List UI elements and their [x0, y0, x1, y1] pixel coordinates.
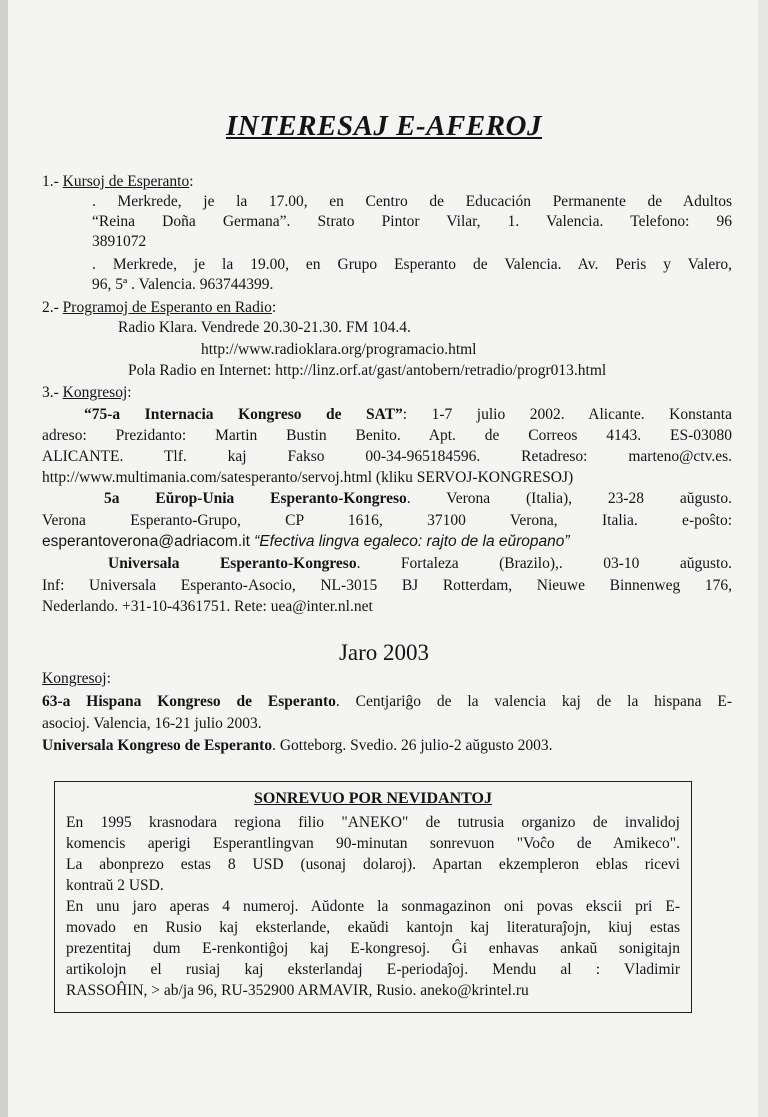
universal-congress-2003-details: . Gotteborg. Svedio. 26 julio-2 aŭgusto 2003. — [272, 737, 553, 754]
sat-congress-details: : 1-7 julio 2002. Alicante. Konstanta — [402, 406, 732, 423]
section-heading: Kongresoj — [62, 384, 128, 401]
page-right-edge — [758, 0, 768, 1117]
pola-radio-text: Pola Radio en Internet: http://linz.orf.at/gast/antobern/retradio/progr013.html — [128, 362, 607, 379]
box-line-8: artikolojn el rusiaj kaj eksterlandaj E-periodaĵoj. Mendu al : Vladimir — [66, 961, 680, 978]
sat-congress-line-3: ALICANTE. Tlf. kaj Fakso 00-34-965184596. Retadreso: marteno@ctv.es. — [42, 448, 732, 465]
universal-congress-line-2: Inf: Universala Esperanto-Asocio, NL-3015 BJ Rotterdam, Nieuwe Binnenweg 176, — [42, 577, 732, 594]
euro-congress-motto: “Efectiva lingva egaleco: rajto de la eŭropano” — [249, 533, 570, 550]
kongresoj-label — [42, 669, 111, 689]
universal-congress-line-1 — [108, 554, 732, 574]
euro-congress-line-1 — [104, 489, 732, 509]
section-number: 3.- — [42, 384, 59, 401]
hispana-congress-line-2: asocioj. Valencia, 16-21 julio 2003. — [42, 715, 262, 732]
course-2-line-1: . Merkrede, je la 19.00, en Grupo Esperanto de Valencia. Av. Peris y Valero, — [92, 256, 732, 273]
radio-klara-url: http://www.radioklara.org/programacio.html — [201, 341, 477, 358]
box-line-3: La abonprezo estas 8 USD (usonaj dolaroj). Apartan ekzempleron eblas ricevi — [66, 856, 680, 873]
universal-congress-2003 — [42, 736, 553, 756]
box-line-5: En unu jaro aperas 4 numeroj. Aŭdonte la sonmagazinon oni povas eksciі pri E- — [66, 898, 680, 915]
euro-congress-details: . Verona (Italia), 23-28 aŭgusto. — [406, 490, 732, 507]
section-congresses-heading — [42, 383, 132, 403]
section-heading: Kursoj de Esperanto — [62, 173, 190, 190]
universal-congress-2003-name: Universala Kongreso de Esperanto — [42, 737, 273, 754]
section-number: 1.- — [42, 173, 59, 190]
audio-magazine-box — [54, 781, 692, 1013]
page-title: INTERESAJ E-AFEROJ — [225, 110, 542, 142]
year-heading: Jaro 2003 — [338, 640, 430, 665]
course-1-line-3: 3891072 — [92, 233, 147, 250]
course-1-line-2: “Reina Doña Germana”. Strato Pintor Vilar, 1. Valencia. Telefono: 96 — [92, 213, 732, 230]
hispana-congress-name: 63-a Hispana Kongreso de Esperanto — [42, 693, 336, 710]
section-radio-heading — [42, 298, 276, 318]
heading-colon: : — [106, 670, 111, 687]
universal-congress-details: . Fortaleza (Brazilo),. 03-10 aŭgusto. — [356, 555, 732, 572]
page-left-edge — [0, 0, 8, 1117]
sat-congress-line-4: http://www.multimania.com/satesperanto/servoj.html (kliku SERVOJ-KONGRESOJ) — [42, 469, 574, 486]
heading-colon: : — [127, 384, 132, 401]
radio-klara-text: Radio Klara. Vendrede 20.30-21.30. FM 104.4. — [118, 319, 411, 336]
box-line-7: prezentitaj dum E-renkontiĝoj kaj E-kongresoj. Ĝi enhavas ankaŭ sonigitajn — [66, 940, 680, 957]
heading-colon: : — [189, 173, 194, 190]
section-number: 2.- — [42, 299, 59, 316]
box-line-6: movado en Rusio kaj eksterlande, ekaŭdi kantojn kaj literaturaĵojn, kiuj estas — [66, 919, 680, 936]
heading-colon: : — [271, 299, 277, 316]
euro-congress-line-2: Verona Esperanto-Grupo, CP 1616, 37100 Verona, Italia. e-poŝto: — [42, 512, 732, 529]
euro-congress-email: esperantoverona@adriacom.it — [42, 533, 250, 550]
course-2-line-2: 96, 5ª . Valencia. 963744399. — [92, 276, 274, 293]
sat-congress-line-2: adreso: Prezidanto: Martin Bustin Benito. Apt. de Correos 4143. ES-03080 — [42, 427, 732, 444]
euro-congress-line-3 — [42, 532, 570, 552]
hispana-congress-details: . Centjariĝo de la valencia kaj de la hispana E- — [335, 693, 732, 710]
sat-congress-line-1 — [84, 405, 732, 425]
euro-congress-name: 5a Eŭrop-Unia Esperanto-Kongreso — [104, 490, 407, 507]
box-title: SONREVUO POR NEVIDANTOJ — [254, 790, 492, 807]
box-line-4: kontraŭ 2 USD. — [66, 877, 164, 894]
box-line-9: RASSOĤIN, > ab/ja 96, RU-352900 ARMAVIR, Rusio. aneko@krintel.ru — [66, 982, 529, 999]
box-line-1: En 1995 krasnodara regiona filio "ANEKO" de tutrusia organizo de invalidoj — [66, 814, 680, 831]
section-heading: Programoj de Esperanto en Radio — [62, 299, 272, 316]
sat-congress-name: “75-a Internacia Kongreso de SAT” — [84, 406, 403, 423]
kongresoj-heading: Kongresoj — [42, 670, 107, 687]
universal-congress-name: Universala Esperanto-Kongreso — [108, 555, 357, 572]
universal-congress-line-3: Nederlando. +31-10-4361751. Rete: uea@inter.nl.net — [42, 598, 373, 615]
section-courses-heading — [42, 172, 194, 192]
box-line-2: komencis aperigi Esperantlingvan 90-minutan sonrevuon "Voĉo de Amikeco". — [66, 835, 680, 852]
course-1-line-1: . Merkrede, je la 17.00, en Centro de Educación Permanente de Adultos — [92, 193, 732, 210]
hispana-congress-line-1 — [42, 692, 732, 712]
